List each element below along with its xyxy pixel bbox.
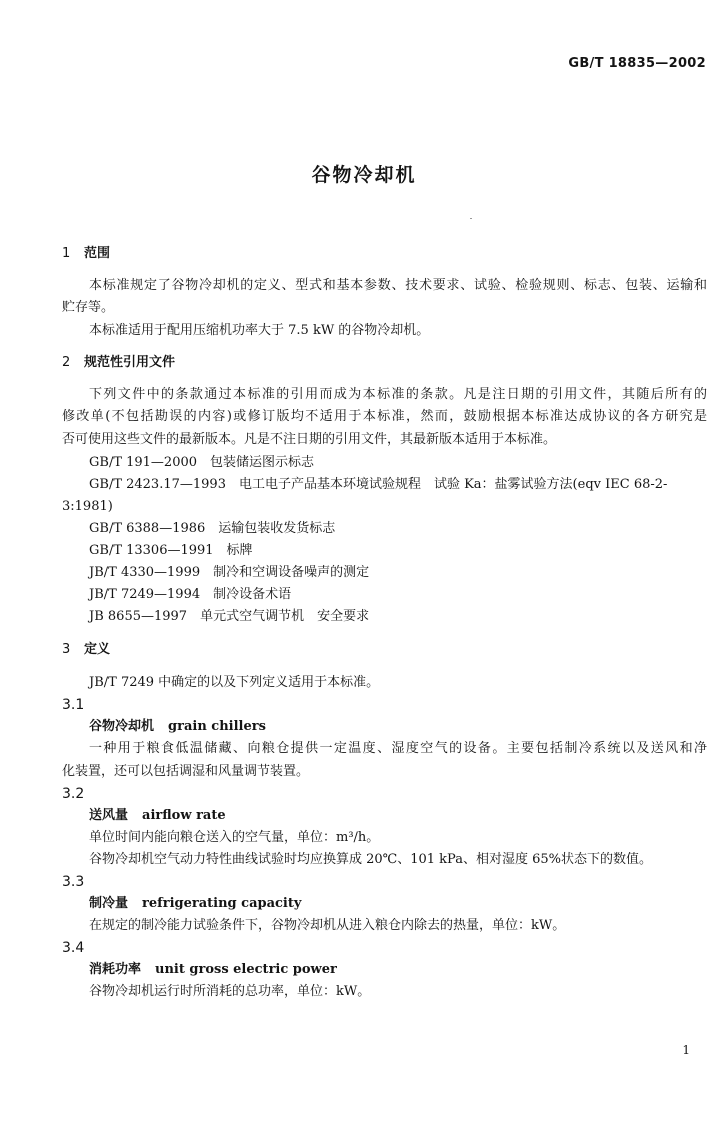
paragraph-line: 否可使用这些文件的最新版本。凡是不注日期的引用文件，其最新版本适用于本标准。 [62, 432, 557, 447]
term-cn: 谷物冷却机 [89, 719, 155, 734]
term-cn: 制冷量 [89, 896, 129, 911]
paragraph-line: 贮存等。 [62, 300, 115, 315]
section-number: 2 [62, 355, 71, 370]
section-2-heading [62, 355, 175, 371]
term-heading [89, 808, 226, 824]
term-en: airflow rate [142, 808, 226, 823]
term-en: unit gross electric power [155, 962, 337, 977]
paragraph-line: 谷物冷却机运行时所消耗的总功率，单位：kW。 [89, 984, 371, 999]
subsection-number: 3.3 [62, 874, 85, 890]
section-title: 规范性引用文件 [84, 355, 176, 370]
reference-item: GB/T 6388—1986 运输包装收发货标志 [89, 521, 336, 536]
reference-item: GB/T 191—2000 包装储运图示标志 [89, 455, 315, 470]
paragraph-line: 在规定的制冷能力试验条件下，谷物冷却机从进入粮仓内除去的热量，单位：kW。 [89, 918, 566, 933]
reference-item: GB/T 13306—1991 标牌 [89, 543, 253, 558]
section-title: 定义 [84, 642, 111, 657]
paragraph-line: 单位时间内能向粮仓送入的空气量，单位：m³/h。 [89, 830, 380, 845]
term-heading [89, 719, 266, 735]
standard-number: GB/T 18835—2002 [568, 56, 706, 71]
page-number: 1 [682, 1043, 690, 1057]
scan-speck [470, 218, 472, 219]
term-heading [89, 896, 301, 912]
paragraph-line: 谷物冷却机空气动力特性曲线试验时均应换算成 20℃、101 kPa、相对湿度 65%状态下的数值。 [89, 852, 652, 867]
reference-item: JB/T 7249—1994 制冷设备术语 [89, 587, 292, 602]
term-cn: 消耗功率 [89, 962, 142, 977]
section-number: 1 [62, 246, 71, 261]
reference-item: 3:1981) [62, 499, 113, 514]
reference-item: JB/T 4330—1999 制冷和空调设备噪声的测定 [89, 565, 370, 580]
term-en: grain chillers [168, 719, 266, 734]
paragraph-line: JB/T 7249 中确定的以及下列定义适用于本标准。 [89, 675, 380, 690]
section-3-heading [62, 642, 110, 658]
section-title: 范围 [84, 246, 111, 261]
paragraph-line: 本标准规定了谷物冷却机的定义、型式和基本参数、技术要求、试验、检验规则、标志、包装、运输和 [89, 278, 707, 293]
term-cn: 送风量 [89, 808, 129, 823]
document-title: 谷物冷却机 [311, 164, 417, 186]
term-en: refrigerating capacity [142, 896, 302, 911]
paragraph-line: 本标准适用于配用压缩机功率大于 7.5 kW 的谷物冷却机。 [89, 323, 430, 338]
subsection-number: 3.2 [62, 786, 85, 802]
paragraph-line: 修改单(不包括勘误的内容)或修订版均不适用于本标准，然而，鼓励根据本标准达成协议的各方研究是 [62, 409, 707, 424]
reference-item: GB/T 2423.17—1993 电工电子产品基本环境试验规程 试验 Ka：盐雾试验方法(eqv IEC 68-2- [89, 477, 668, 492]
paragraph-line: 化装置，还可以包括调湿和风量调节装置。 [62, 764, 310, 779]
subsection-number: 3.1 [62, 697, 85, 713]
reference-item: JB 8655—1997 单元式空气调节机 安全要求 [89, 609, 370, 624]
subsection-number: 3.4 [62, 940, 85, 956]
term-heading [89, 962, 337, 978]
section-number: 3 [62, 642, 71, 657]
paragraph-line: 下列文件中的条款通过本标准的引用而成为本标准的条款。凡是注日期的引用文件，其随后所有的 [89, 387, 707, 402]
section-1-heading [62, 246, 110, 262]
paragraph-line: 一种用于粮食低温储藏、向粮仓提供一定温度、湿度空气的设备。主要包括制冷系统以及送风和净 [89, 741, 707, 756]
